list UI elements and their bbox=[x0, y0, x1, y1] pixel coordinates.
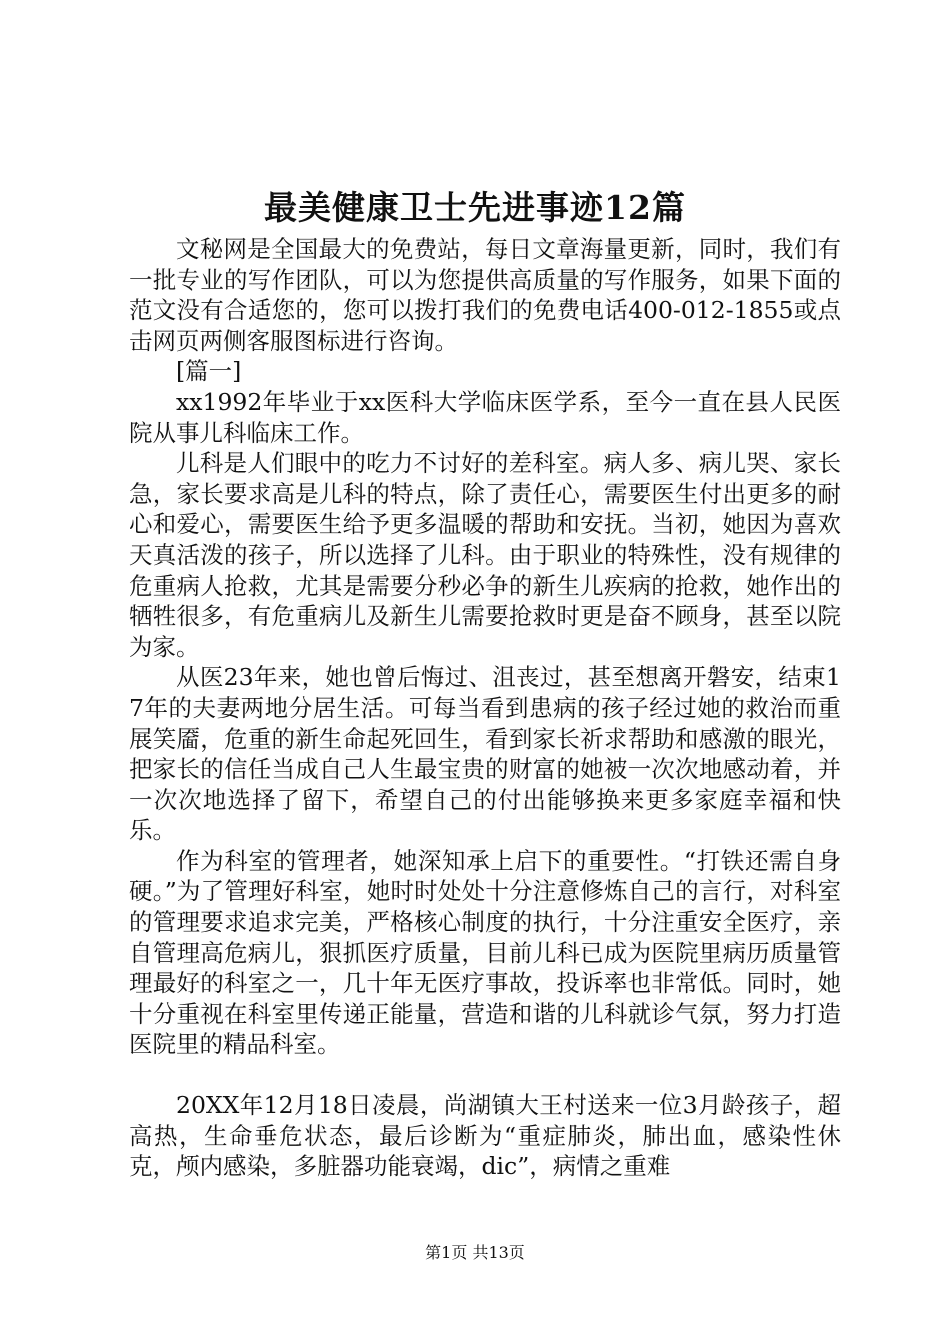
paragraph: xx1992年毕业于xx医科大学临床医学系，至今一直在县人民医院从事儿科临床工作。 bbox=[129, 387, 841, 447]
paragraph: 作为科室的管理者，她深知承上启下的重要性。“打铁还需自身硬。”为了管理好科室，她时时处处十分注意修炼自己的言行，对科室的管理要求追求完美，严格核心制度的执行，十分注重安全医疗，亲自管理高危病儿，狠抓医疗质量，目前儿科已成为医院里病历质量管理最好的科室之一，几十年无医疗事故，投诉率也非常低。同时，她十分重视在科室里传递正能量，营造和谐的儿科就诊气氛，努力打造医院里的精品科室。 bbox=[129, 846, 841, 1059]
paragraph: 儿科是人们眼中的吃力不讨好的差科室。病人多、病儿哭、家长急，家长要求高是儿科的特点，除了责任心，需要医生付出更多的耐心和爱心，需要医生给予更多温暖的帮助和安抚。当初，她因为喜欢天真活泼的孩子，所以选择了儿科。由于职业的特殊性，没有规律的危重病人抢救，尤其是需要分秒必争的新生儿疾病的抢救，她作出的牺牲很多，有危重病儿及新生儿需要抢救时更是奋不顾身，甚至以院为家。 bbox=[129, 449, 841, 661]
document-title: 最美健康卫士先进事迹12篇 bbox=[264, 188, 686, 227]
paragraph-intro: 文秘网是全国最大的免费站，每日文章海量更新，同时，我们有一批专业的写作团队，可以为您提供高质量的写作服务，如果下面的范文没有合适您的，您可以拨打我们的免费电话400-012-1855或点击网页两侧客服图标进行咨询。 bbox=[129, 235, 841, 355]
paragraph: 20XX年12月18日凌晨，尚湖镇大王村送来一位3月龄孩子，超高热，生命垂危状态，最后诊断为“重症肺炎，肺出血，感染性休克，颅内感染，多脏器功能衰竭，dic”，病情之重难 bbox=[129, 1091, 841, 1181]
page-number-footer: 第1页 共13页 bbox=[425, 1243, 525, 1262]
paragraph: 从医23年来，她也曾后悔过、沮丧过，甚至想离开磐安，结束17年的夫妻两地分居生活。可每当看到患病的孩子经过她的救治而重展笑靥，危重的新生命起死回生，看到家长祈求帮助和感激的眼光，把家长的信任当成自己人生最宝贵的财富的她被一次次地感动着，并一次次地选择了留下，希望自己的付出能够换来更多家庭幸福和快乐。 bbox=[129, 663, 841, 845]
document-body bbox=[129, 234, 841, 1182]
paragraph-section-heading: [篇一] bbox=[176, 357, 242, 386]
